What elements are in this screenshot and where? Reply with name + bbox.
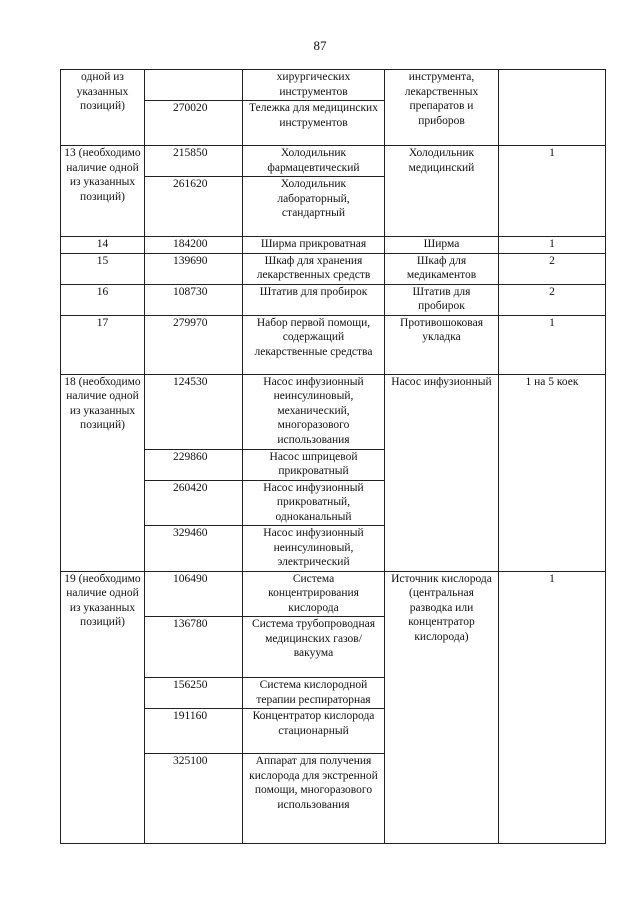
type-cell: Противошоковая укладка — [385, 315, 499, 374]
table-row — [61, 237, 606, 254]
code-cell: 124530 — [145, 374, 243, 449]
table-row — [61, 284, 606, 315]
name-cell: Холодильник фармацевтический — [243, 146, 385, 177]
type-cell: Штатив для пробирок — [385, 284, 499, 315]
type-cell: инструмента, лекарственных препаратов и приборов — [385, 70, 499, 146]
table-row — [61, 146, 606, 177]
name-cell: Система трубопроводная медицинских газов/вакуума — [243, 617, 385, 678]
position-cell: 17 — [61, 315, 145, 374]
code-cell — [145, 70, 243, 101]
code-cell: 260420 — [145, 480, 243, 526]
position-cell: 13 (необходимо наличие одной из указанных позиций) — [61, 146, 145, 237]
name-cell: Тележка для медицинских инструментов — [243, 101, 385, 146]
code-cell: 270020 — [145, 101, 243, 146]
code-cell: 325100 — [145, 754, 243, 844]
code-cell: 139690 — [145, 253, 243, 284]
quantity-cell: 2 — [499, 284, 606, 315]
position-cell: одной из указанных позиций) — [61, 70, 145, 146]
quantity-cell: 2 — [499, 253, 606, 284]
code-cell: 106490 — [145, 571, 243, 617]
table-row — [61, 70, 606, 101]
quantity-cell: 1 — [499, 146, 606, 237]
table-row — [61, 374, 606, 449]
type-cell: Шкаф для медикаментов — [385, 253, 499, 284]
type-cell: Ширма — [385, 237, 499, 254]
position-cell: 19 (необходимо наличие одной из указанных позиций) — [61, 571, 145, 844]
name-cell: хирургических инструментов — [243, 70, 385, 101]
name-cell: Насос инфузионный неинсулиновый, электрический — [243, 526, 385, 572]
code-cell: 191160 — [145, 709, 243, 754]
quantity-cell: 1 — [499, 237, 606, 254]
code-cell: 108730 — [145, 284, 243, 315]
quantity-cell — [499, 70, 606, 146]
code-cell: 215850 — [145, 146, 243, 177]
name-cell: Штатив для пробирок — [243, 284, 385, 315]
table-row — [61, 571, 606, 617]
page-number: 87 — [313, 38, 327, 53]
position-cell: 16 — [61, 284, 145, 315]
name-cell: Система концентрирования кислорода — [243, 571, 385, 617]
equipment-table — [60, 69, 606, 844]
name-cell: Ширма прикроватная — [243, 237, 385, 254]
table-row — [61, 315, 606, 374]
position-cell: 14 — [61, 237, 145, 254]
quantity-cell: 1 — [499, 315, 606, 374]
name-cell: Набор первой помощи, содержащий лекарственные средства — [243, 315, 385, 374]
position-cell: 18 (необходимо наличие одной из указанных позиций) — [61, 374, 145, 571]
name-cell: Холодильник лабораторный, стандартный — [243, 177, 385, 237]
code-cell: 136780 — [145, 617, 243, 678]
position-cell: 15 — [61, 253, 145, 284]
code-cell: 229860 — [145, 449, 243, 480]
code-cell: 156250 — [145, 678, 243, 709]
name-cell: Система кислородной терапии респираторная — [243, 678, 385, 709]
name-cell: Насос инфузионный неинсулиновый, механический, многоразового использования — [243, 374, 385, 449]
type-cell: Насос инфузионный — [385, 374, 499, 571]
name-cell: Насос инфузионный прикроватный, одноканальный — [243, 480, 385, 526]
name-cell: Концентратор кислорода стационарный — [243, 709, 385, 754]
type-cell: Источник кислорода (центральная разводка или концентратор кислорода) — [385, 571, 499, 844]
name-cell: Шкаф для хранения лекарственных средств — [243, 253, 385, 284]
code-cell: 329460 — [145, 526, 243, 572]
type-cell: Холодильник медицинский — [385, 146, 499, 237]
quantity-cell: 1 на 5 коек — [499, 374, 606, 571]
quantity-cell: 1 — [499, 571, 606, 844]
table-row — [61, 253, 606, 284]
name-cell: Насос шприцевой прикроватный — [243, 449, 385, 480]
code-cell: 279970 — [145, 315, 243, 374]
name-cell: Аппарат для получения кислорода для экстренной помощи, многоразового использования — [243, 754, 385, 844]
code-cell: 184200 — [145, 237, 243, 254]
code-cell: 261620 — [145, 177, 243, 237]
